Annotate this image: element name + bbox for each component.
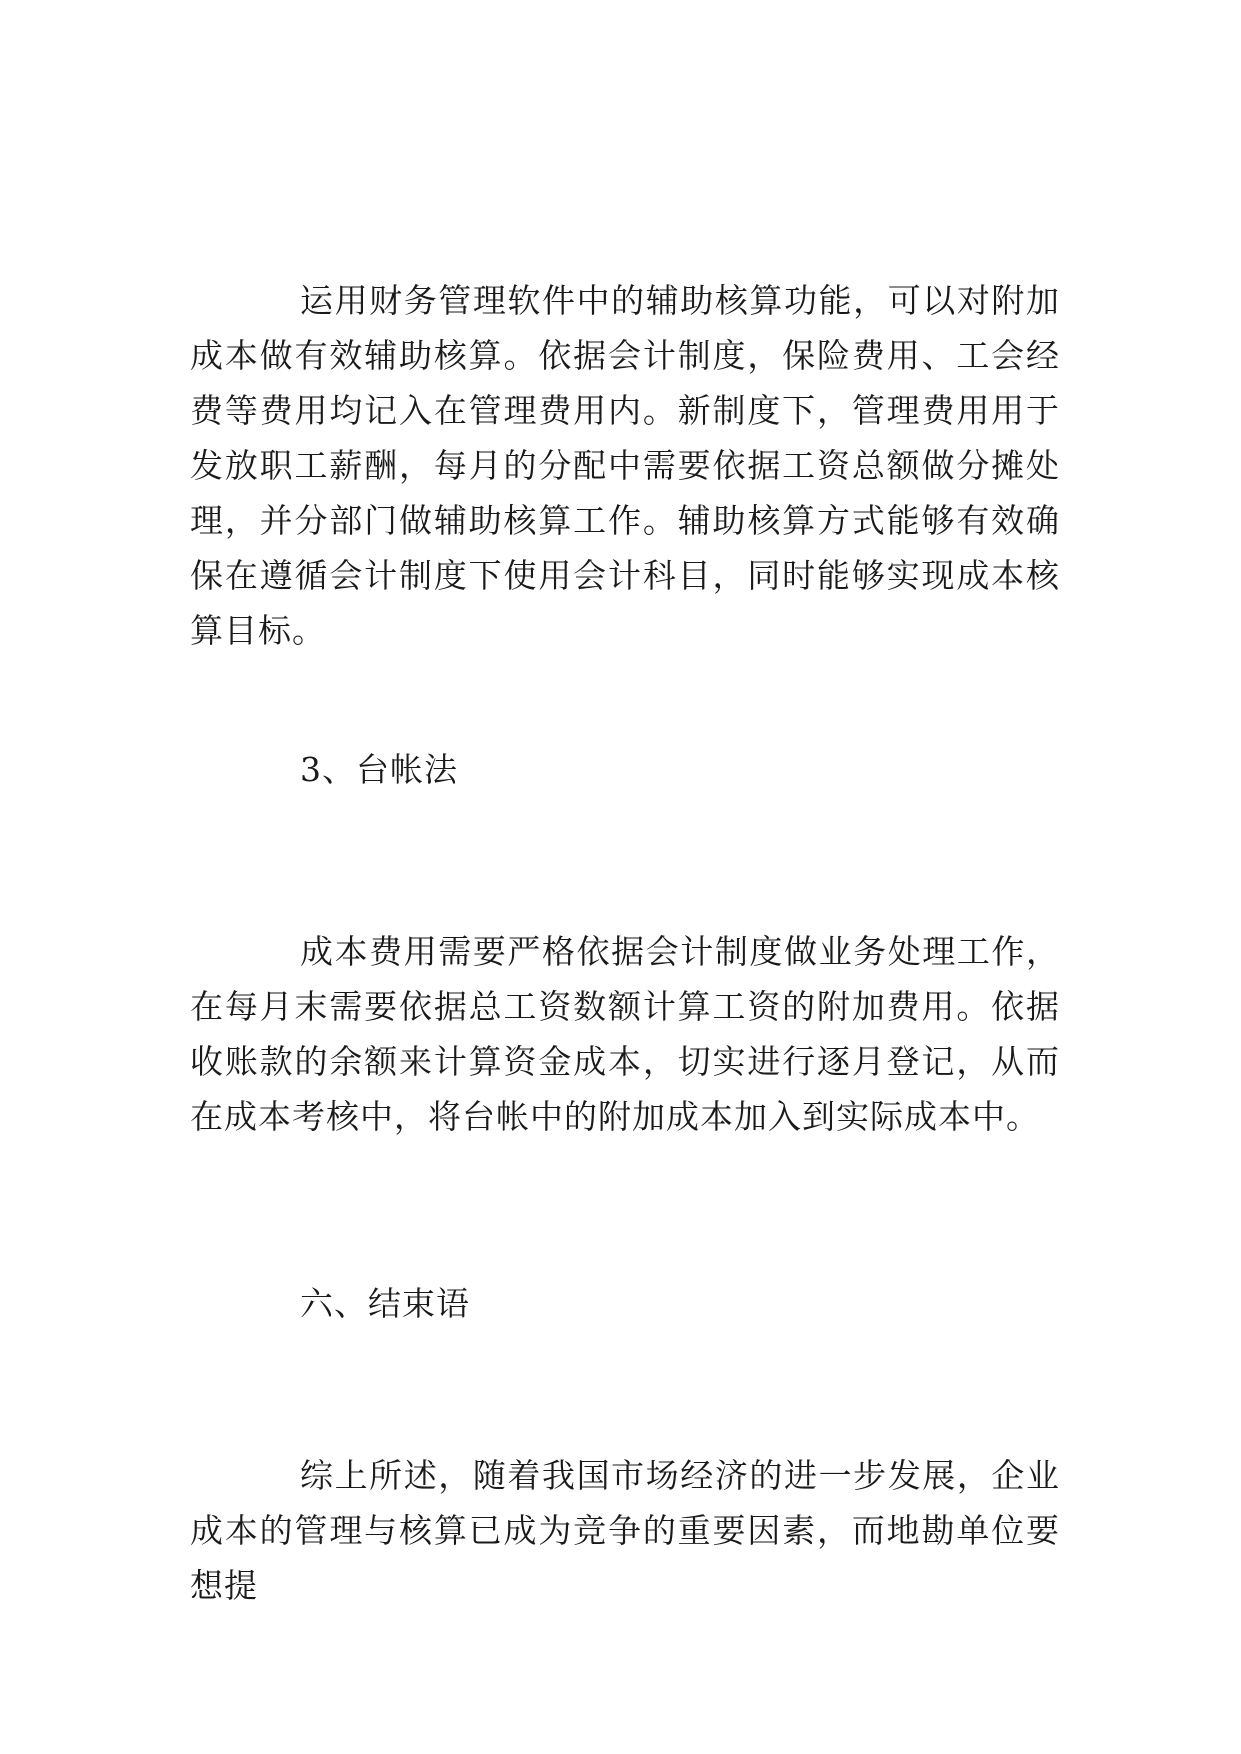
body-paragraph: 综上所述，随着我国市场经济的进一步发展，企业成本的管理与核算已成为竞争的重要因素，而地勘单位要想提 [190,1456,1060,1605]
section-heading: 3、台帐法 [300,750,458,789]
section-heading: 六、结束语 [300,1284,470,1323]
body-paragraph: 运用财务管理软件中的辅助核算功能，可以对附加成本做有效辅助核算。依据会计制度，保险费用、工会经费等费用均记入在管理费用内。新制度下，管理费用用于发放职工薪酬，每月的分配中需要依据工资总额做分摊处理，并分部门做辅助核算工作。辅助核算方式能够有效确保在遵循会计制度下使用会计科目，同时能够实现成本核算目标。 [190,281,1060,650]
body-paragraph: 成本费用需要严格依据会计制度做业务处理工作，在每月末需要依据总工资数额计算工资的附加费用。依据收账款的余额来计算资金成本，切实进行逐月登记，从而在成本考核中，将台帐中的附加成本加入到实际成本中。 [190,932,1060,1136]
